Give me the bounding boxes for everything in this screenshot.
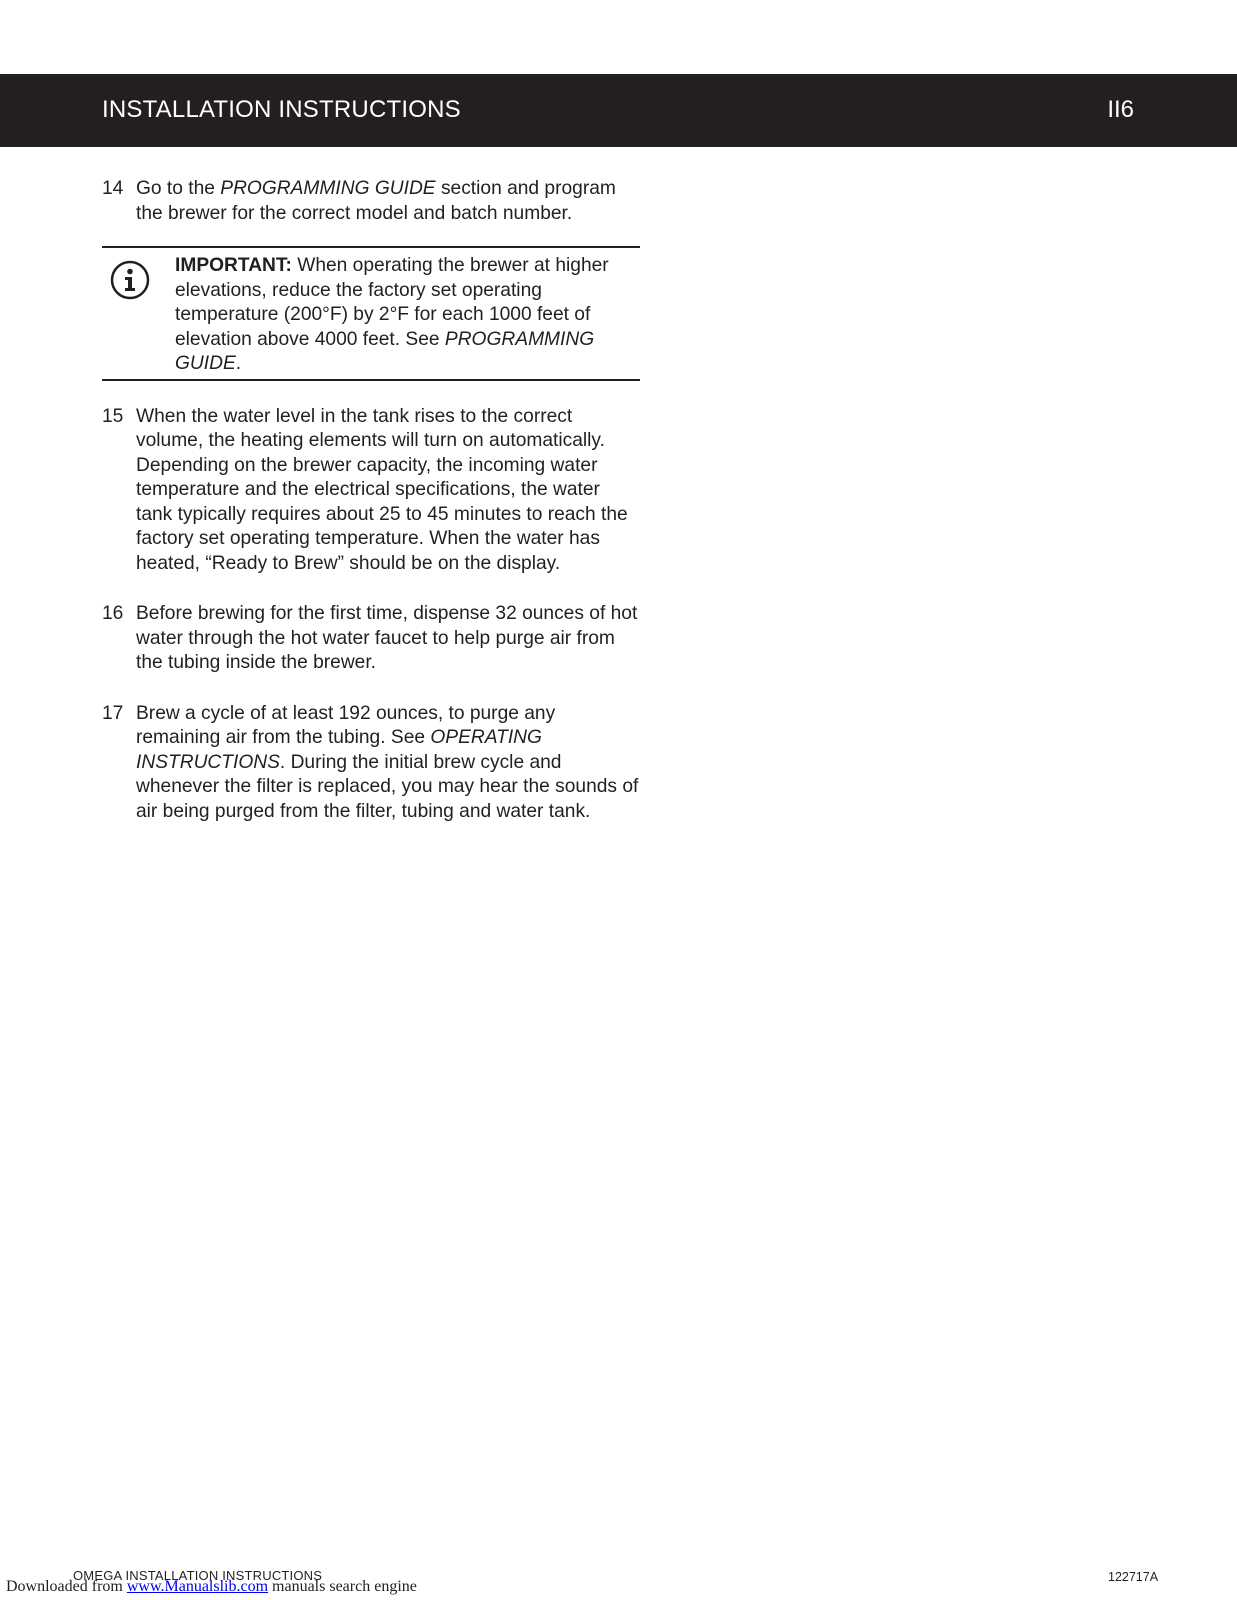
- step-text: When the water level in the tank rises to the correct volume, the heating elements will turn on automatically. Depending on the brewer capacity, the incoming water temperature and the electrical specifications, the water tank typically requires about 25 to 45 minutes to reach the factory set operating temperature. When the water has heated, “Ready to Brew” should be on the display.: [136, 405, 628, 574]
- operating-instructions-reference: OPERATING INSTRUCTIONS: [136, 727, 542, 773]
- step-text: Brew a cycle of at least 192 ounces, to purge any remaining air from the tubing. See OPERATING INSTRUCTIONS. During the initial brew cycle and whenever the filter is replaced, you may hear the sounds of air being purged from the filter, tubing and water tank.: [136, 702, 639, 822]
- important-note: IMPORTANT: When operating the brewer at higher elevations, reduce the factory set operating temperature (200°F) by 2°F for each 1000 feet of elevation above 4000 feet. See PROGRAMMING GUIDE.: [102, 246, 640, 381]
- important-label: IMPORTANT:: [175, 255, 292, 276]
- step-text: Before brewing for the first time, dispense 32 ounces of hot water through the hot water faucet to help purge air from the tubing inside the brewer.: [136, 603, 638, 673]
- page-number: II6: [1107, 96, 1134, 123]
- step-15: [102, 405, 640, 577]
- download-watermark: Downloaded from www.Manualslib.com manuals search engine: [6, 1578, 417, 1595]
- step-number: 17: [102, 702, 124, 724]
- step-14: [102, 177, 640, 226]
- footer-document-code: 122717A: [1108, 1570, 1159, 1584]
- step-16: [102, 602, 640, 676]
- manualslib-link[interactable]: www.Manualslib.com: [126, 1578, 269, 1595]
- step-number: 16: [102, 603, 124, 624]
- step-17: [102, 702, 640, 825]
- step-number: 15: [102, 405, 124, 427]
- info-icon: [110, 260, 150, 300]
- programming-guide-reference: PROGRAMMING GUIDE: [220, 178, 436, 199]
- content-column: [102, 177, 640, 824]
- step-number: 14: [102, 178, 124, 199]
- step-text: Go to the PROGRAMMING GUIDE section and program the brewer for the correct model and batch number.: [136, 178, 616, 224]
- programming-guide-reference: PROGRAMMING GUIDE: [175, 328, 595, 374]
- footer-document-title: OMEGA INSTALLATION INSTRUCTIONS: [73, 1568, 323, 1583]
- section-title: INSTALLATION INSTRUCTIONS: [102, 96, 461, 123]
- header-bar: [0, 74, 1237, 147]
- note-text: When operating the brewer at higher elevations, reduce the factory set operating temperature (200°F) by 2°F for each 1000 feet of elevation above 4000 feet. See: [175, 255, 609, 350]
